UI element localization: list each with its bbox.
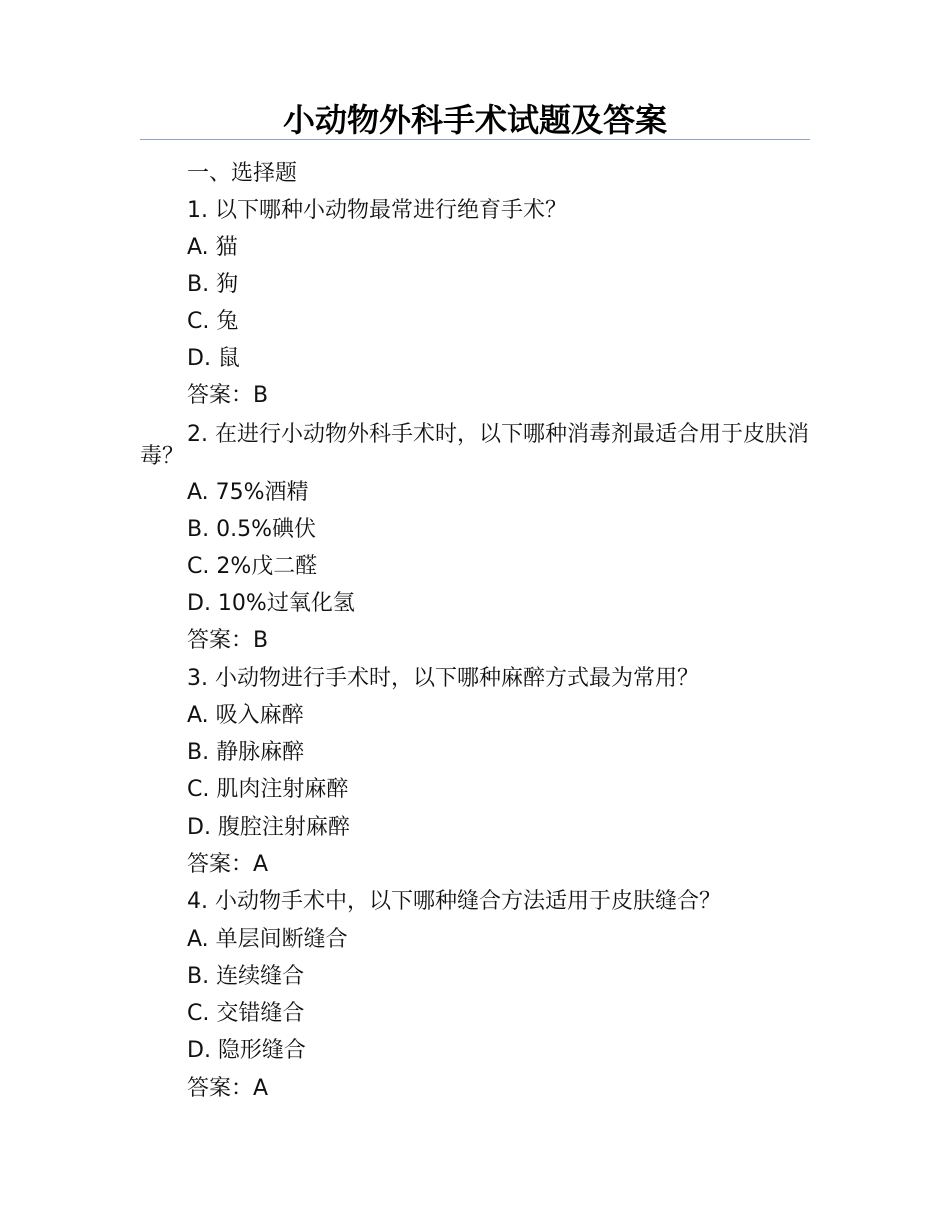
question-3-option-b: B. 静脉麻醉: [187, 740, 305, 765]
question-1-answer: 答案：B: [187, 383, 269, 408]
question-3-option-c: C. 肌肉注射麻醉: [187, 777, 349, 802]
document-title: 小动物外科手术试题及答案: [282, 101, 667, 139]
question-2-answer: 答案：B: [187, 628, 269, 653]
question-1-text: 1. 以下哪种小动物最常进行绝育手术？: [187, 198, 567, 223]
question-2-option-b: B. 0.5%碘伏: [187, 517, 316, 542]
section-heading: 一、选择题: [187, 161, 298, 186]
question-4-answer: 答案：A: [187, 1076, 269, 1101]
question-2-option-d: D. 10%过氧化氢: [187, 591, 355, 616]
question-3-text: 3. 小动物进行手术时，以下哪种麻醉方式最为常用？: [187, 666, 699, 691]
question-4-option-b: B. 连续缝合: [187, 964, 305, 989]
question-3-option-a: A. 吸入麻醉: [187, 703, 304, 728]
question-4-option-d: D. 隐形缝合: [187, 1038, 306, 1063]
question-2-option-a: A. 75%酒精: [187, 480, 309, 505]
question-1-option-d: D. 鼠: [187, 346, 240, 371]
question-4-option-a: A. 单层间断缝合: [187, 927, 348, 952]
question-1-option-b: B. 狗: [187, 272, 239, 297]
question-2-text: 2. 在进行小动物外科手术时，以下哪种消毒剂最适合用于皮肤消毒？: [140, 422, 809, 469]
question-3-option-d: D. 腹腔注射麻醉: [187, 815, 350, 840]
question-4-text: 4. 小动物手术中，以下哪种缝合方法适用于皮肤缝合？: [187, 889, 721, 914]
question-4-option-c: C. 交错缝合: [187, 1001, 305, 1026]
question-3-answer: 答案：A: [187, 852, 269, 877]
question-2-option-c: C. 2%戊二醛: [187, 554, 318, 579]
title-underline: [140, 139, 810, 140]
question-1-option-c: C. 兔: [187, 309, 239, 334]
question-1-option-a: A. 猫: [187, 235, 238, 260]
